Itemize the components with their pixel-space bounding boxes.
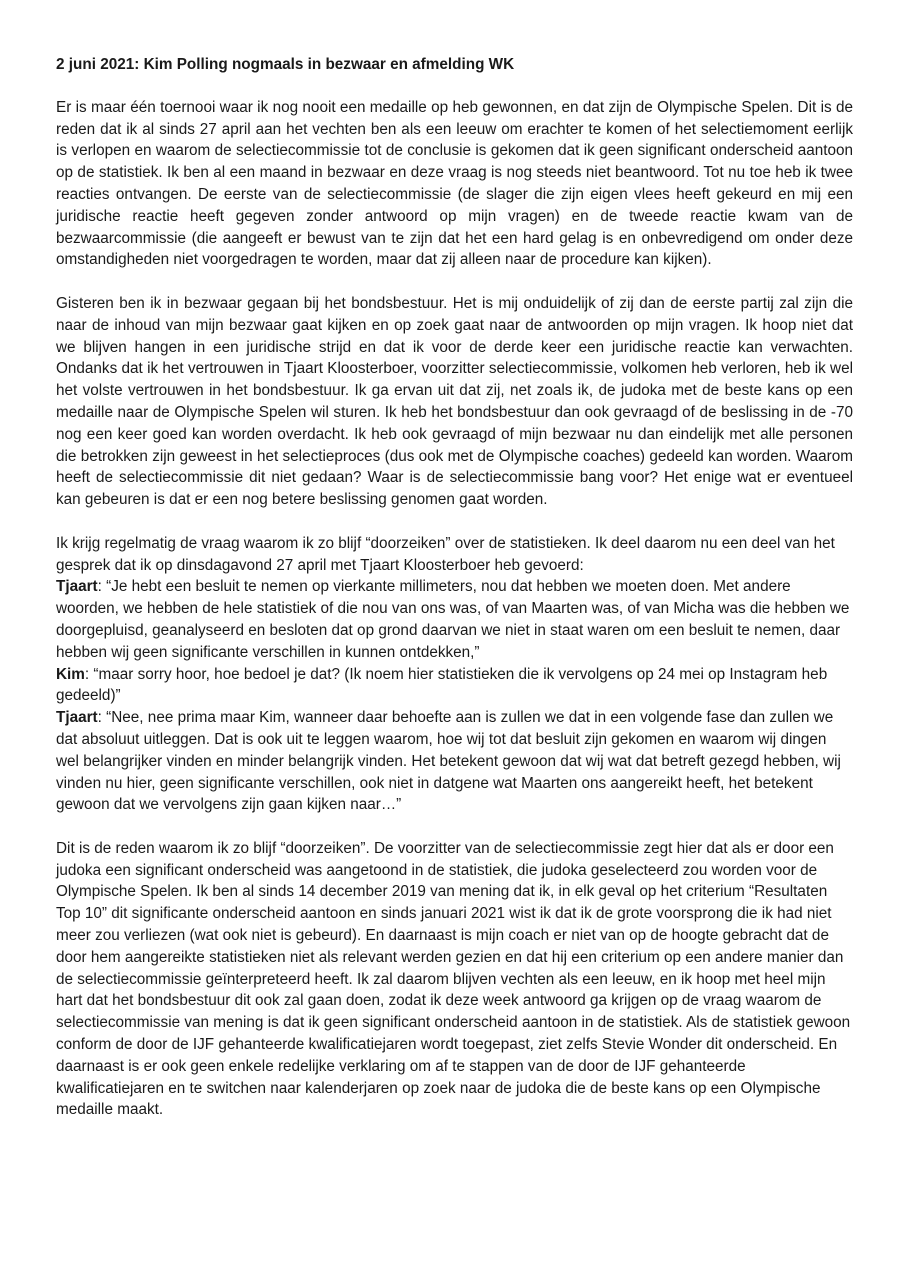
- dialogue-text: : “Nee, nee prima maar Kim, wanneer daar behoefte aan is zullen we dat in een volgende fase dan zullen we dat absoluut uitleggen. Dat is ook uit te leggen waarom, hoe wij tot dat besluit zijn gekomen en waarom wij dingen wel belangrijker vinden en minder belangrijk vinden. Het betekent gewoon dat wij wat dat betreft gezegd hebben, wij vinden nu hier, geen significante verschillen, ook niet in datgene wat Maarten ons aangereikt heeft, het betekent gewoon dat we vervolgens zijn gaan kijken naar…”: [56, 709, 841, 814]
- speaker-name: Tjaart: [56, 709, 98, 727]
- dialogue-line: [56, 576, 853, 663]
- paragraph-board-objection: Gisteren ben ik in bezwaar gegaan bij het bondsbestuur. Het is mij onduidelijk of zij dan de eerste partij zal zijn die naar de inhoud van mijn bezwaar gaat kijken en op zoek gaat naar de antwoorden op mijn vragen. Ik hoop niet dat we blijven hangen in een juridische strijd en dat ik voor de derde keer een juridische reactie kan verwachten. Ondanks dat ik het vertrouwen in Tjaart Kloosterboer, voorzitter selectiecommissie, volkomen heb verloren, heb ik wel het volste vertrouwen in het bondsbestuur. Ik ga ervan uit dat zij, net zoals ik, de judoka met de beste kans op een medaille naar de Olympische Spelen wil sturen. Ik heb het bondsbestuur dan ook gevraagd of de beslissing in de -70 nog een keer goed kan worden overdacht. Ik heb ook gevraagd of mijn bezwaar nu dan eindelijk met alle personen die betrokken zijn geweest in het selectieproces (dus ook met de Olympische coaches) gedeeld kan worden. Waarom heeft de selectiecommissie dit niet gedaan? Waar is de selectiecommissie bang voor? Het enige wat er eventueel kan gebeuren is dat er een nog betere beslissing genomen gaat worden.: [56, 294, 853, 509]
- paragraph-selection-struggle: Er is maar één toernooi waar ik nog nooit een medaille op heb gewonnen, en dat zijn de Olympische Spelen. Dit is de reden dat ik al sinds 27 april aan het vechten ben als een leeuw om erachter te komen of het selectiemoment eerlijk is verlopen en waarom de selectiecommissie tot de conclusie is gekomen dat ik geen significant onderscheid aantoon op de statistiek. Ik ben al een maand in bezwaar en deze vraag is nog steeds niet beantwoord. Tot nu toe heb ik twee reacties ontvangen. De eerste van de selectiecommissie (de slager die zijn eigen vlees heeft gekeurd en mij een juridische reactie heeft gegeven zonder antwoord op mijn vragen) en de tweede reactie kwam van de bezwaarcommissie (die aangeeft er bewust van te zijn dat het een hard gelag is en onbevredigend om onder deze omstandigheden niet voorgedragen te worden, maar dat zij alleen naar de procedure kan kijken).: [56, 98, 853, 269]
- conversation-section: [56, 533, 853, 816]
- speaker-name: Tjaart: [56, 578, 98, 596]
- dialogue-text: : “Je hebt een besluit te nemen op vierkante millimeters, nou dat hebben we moeten doen. Met andere woorden, we hebben de hele statistiek of die nou van ons was, of van Maarten was, of van Micha was die hebben we doorgepluisd, geanalyseerd en besloten dat op grond daarvan we niet in staat waren om een besluit te nemen, daar hebben wij geen significante verschillen in kunnen ontdekken,”: [56, 578, 850, 661]
- dialogue-text: : “maar sorry hoor, hoe bedoel je dat? (Ik noem hier statistieken die ik vervolgens op 24 mei op Instagram heb gedeeld)”: [56, 665, 828, 705]
- paragraph-conclusion: Dit is de reden waarom ik zo blijf “doorzeiken”. De voorzitter van de selectiecommissie zegt hier dat als er door een judoka een significant onderscheid was aangetoond in de statistiek, die judoka geselecteerd zou worden voor de Olympische Spelen. Ik ben al sinds 14 december 2019 van mening dat ik, in elk geval op het criterium “Resultaten Top 10” dit significante onderscheid aantoon en sinds januari 2021 wist ik dat ik de grote voorsprong die ik had niet meer zou verliezen (wat ook niet is gebeurd). En daarnaast is mijn coach er niet van op de hoogte gebracht dat de door hem aangereikte statistieken niet als relevant werden gezien en dat hij een criterium op een andere manier dan de selectiecommissie geïnterpreteerd heeft. Ik zal daarom blijven vechten als een leeuw, en ik hoop met heel mijn hart dat het bondsbestuur dit ook zal gaan doen, zodat ik deze week antwoord ga krijgen op de vraag waarom de selectiecommissie van mening is dat ik geen significant onderscheid aantoon in de statistiek. Als de statistiek gewoon conform de door de IJF gehanteerde kwalificatiejaren wordt toegepast, ziet zelfs Stevie Wonder dit onderscheid. En daarnaast is er ook geen enkele redelijke verklaring om af te stappen van de door de IJF gehanteerde kwalificatiejaren en te switchen naar kalenderjaren op zoek naar de judoka die de beste kans op een Olympische medaille maakt.: [56, 839, 851, 1119]
- conversation-intro: Ik krijg regelmatig de vraag waarom ik zo blijf “doorzeiken” over de statistieken. Ik deel daarom nu een deel van het gesprek dat ik op dinsdagavond 27 april met Tjaart Kloosterboer heb gevoerd:: [56, 534, 835, 574]
- speaker-name: Kim: [56, 665, 85, 683]
- dialogue-line: [56, 664, 853, 708]
- document-page: [56, 54, 853, 1143]
- document-title: 2 juni 2021: Kim Polling nogmaals in bezwaar en afmelding WK: [56, 56, 515, 73]
- dialogue-line: [56, 707, 853, 816]
